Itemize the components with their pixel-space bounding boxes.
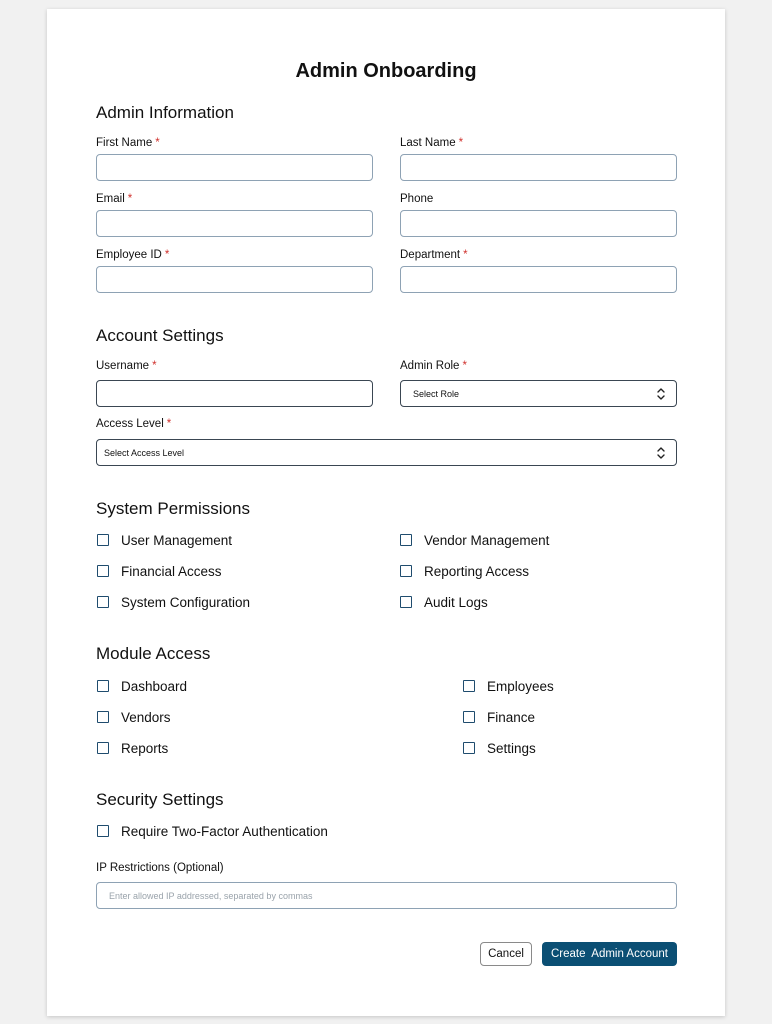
username-label: Username * [96, 360, 157, 372]
checkbox-label: System Configuration [121, 594, 251, 610]
required-mark: * [458, 137, 464, 149]
section-module-access: Module Access [96, 644, 211, 663]
checkbox-label: Reports [121, 740, 169, 756]
admin-role-select[interactable] [400, 380, 677, 407]
module-employees[interactable] [463, 677, 554, 695]
checkbox-label: Employees [487, 678, 554, 694]
required-mark: * [462, 360, 467, 372]
checkbox-label: Audit Logs [424, 594, 488, 610]
checkbox[interactable] [97, 680, 109, 692]
access-level-select[interactable] [96, 439, 677, 466]
section-security-settings: Security Settings [96, 790, 224, 809]
required-mark: * [152, 360, 157, 372]
email-input[interactable] [96, 210, 373, 237]
module-finance[interactable] [463, 708, 535, 726]
access-level-label: Access Level * [96, 418, 172, 430]
department-label: Department * [400, 249, 468, 261]
checkbox[interactable] [97, 534, 109, 546]
permission-vendor-management[interactable] [400, 531, 549, 549]
module-vendors[interactable] [97, 708, 171, 726]
checkbox[interactable] [400, 565, 412, 577]
admin-role-label: Admin Role * [400, 360, 467, 372]
last-name-input[interactable] [400, 154, 677, 181]
module-reports[interactable] [97, 739, 168, 757]
phone-label: Phone [400, 193, 434, 205]
ip-restrictions-label: IP Restrictions (Optional) [96, 862, 224, 874]
module-settings[interactable] [463, 739, 536, 757]
checkbox-label: Vendors [121, 709, 171, 725]
chevron-up-down-icon [656, 445, 666, 461]
employee-id-label: Employee ID * [96, 249, 170, 261]
chevron-up-down-icon [656, 386, 666, 402]
checkbox[interactable] [463, 711, 475, 723]
two-factor-option[interactable] [97, 822, 328, 840]
admin-role-selected-value: Select Role [413, 388, 460, 399]
permission-audit-logs[interactable] [400, 593, 488, 611]
required-mark: * [164, 249, 170, 261]
checkbox-label: Dashboard [121, 678, 188, 694]
module-dashboard[interactable] [97, 677, 187, 695]
permission-reporting-access[interactable] [400, 562, 529, 580]
section-system-permissions: System Permissions [96, 499, 250, 518]
checkbox[interactable] [400, 596, 412, 608]
section-account-settings: Account Settings [96, 326, 224, 345]
last-name-label: Last Name * [400, 137, 464, 149]
page-title: Admin Onboarding [295, 60, 477, 82]
create-admin-account-button[interactable]: Create Admin Account [542, 942, 677, 966]
onboarding-card [47, 9, 725, 1016]
ip-restrictions-input[interactable] [96, 882, 677, 909]
checkbox-label: Require Two-Factor Authentication [121, 823, 328, 839]
checkbox-label: Financial Access [121, 563, 222, 579]
permission-financial-access[interactable] [97, 562, 222, 580]
checkbox[interactable] [97, 565, 109, 577]
checkbox[interactable] [97, 825, 109, 837]
checkbox-label: Settings [487, 740, 536, 756]
checkbox-label: Reporting Access [424, 563, 530, 579]
required-mark: * [166, 418, 172, 430]
permission-system-configuration[interactable] [97, 593, 250, 611]
first-name-label: First Name * [96, 137, 160, 149]
checkbox[interactable] [97, 742, 109, 754]
username-input[interactable] [96, 380, 373, 407]
checkbox[interactable] [97, 711, 109, 723]
permission-user-management[interactable] [97, 531, 232, 549]
checkbox-label: User Management [121, 532, 233, 548]
checkbox[interactable] [400, 534, 412, 546]
employee-id-input[interactable] [96, 266, 373, 293]
required-mark: * [155, 137, 160, 149]
first-name-input[interactable] [96, 154, 373, 181]
access-level-selected-value: Select Access Level [104, 447, 185, 458]
required-mark: * [127, 193, 133, 205]
checkbox-label: Finance [487, 709, 536, 725]
checkbox[interactable] [463, 742, 475, 754]
checkbox[interactable] [97, 596, 109, 608]
email-label: Email * [96, 193, 133, 205]
required-mark: * [463, 249, 468, 261]
checkbox[interactable] [463, 680, 475, 692]
phone-input[interactable] [400, 210, 677, 237]
cancel-button[interactable]: Cancel [480, 942, 532, 966]
checkbox-label: Vendor Management [424, 532, 550, 548]
department-input[interactable] [400, 266, 677, 293]
section-admin-information: Admin Information [96, 103, 234, 122]
